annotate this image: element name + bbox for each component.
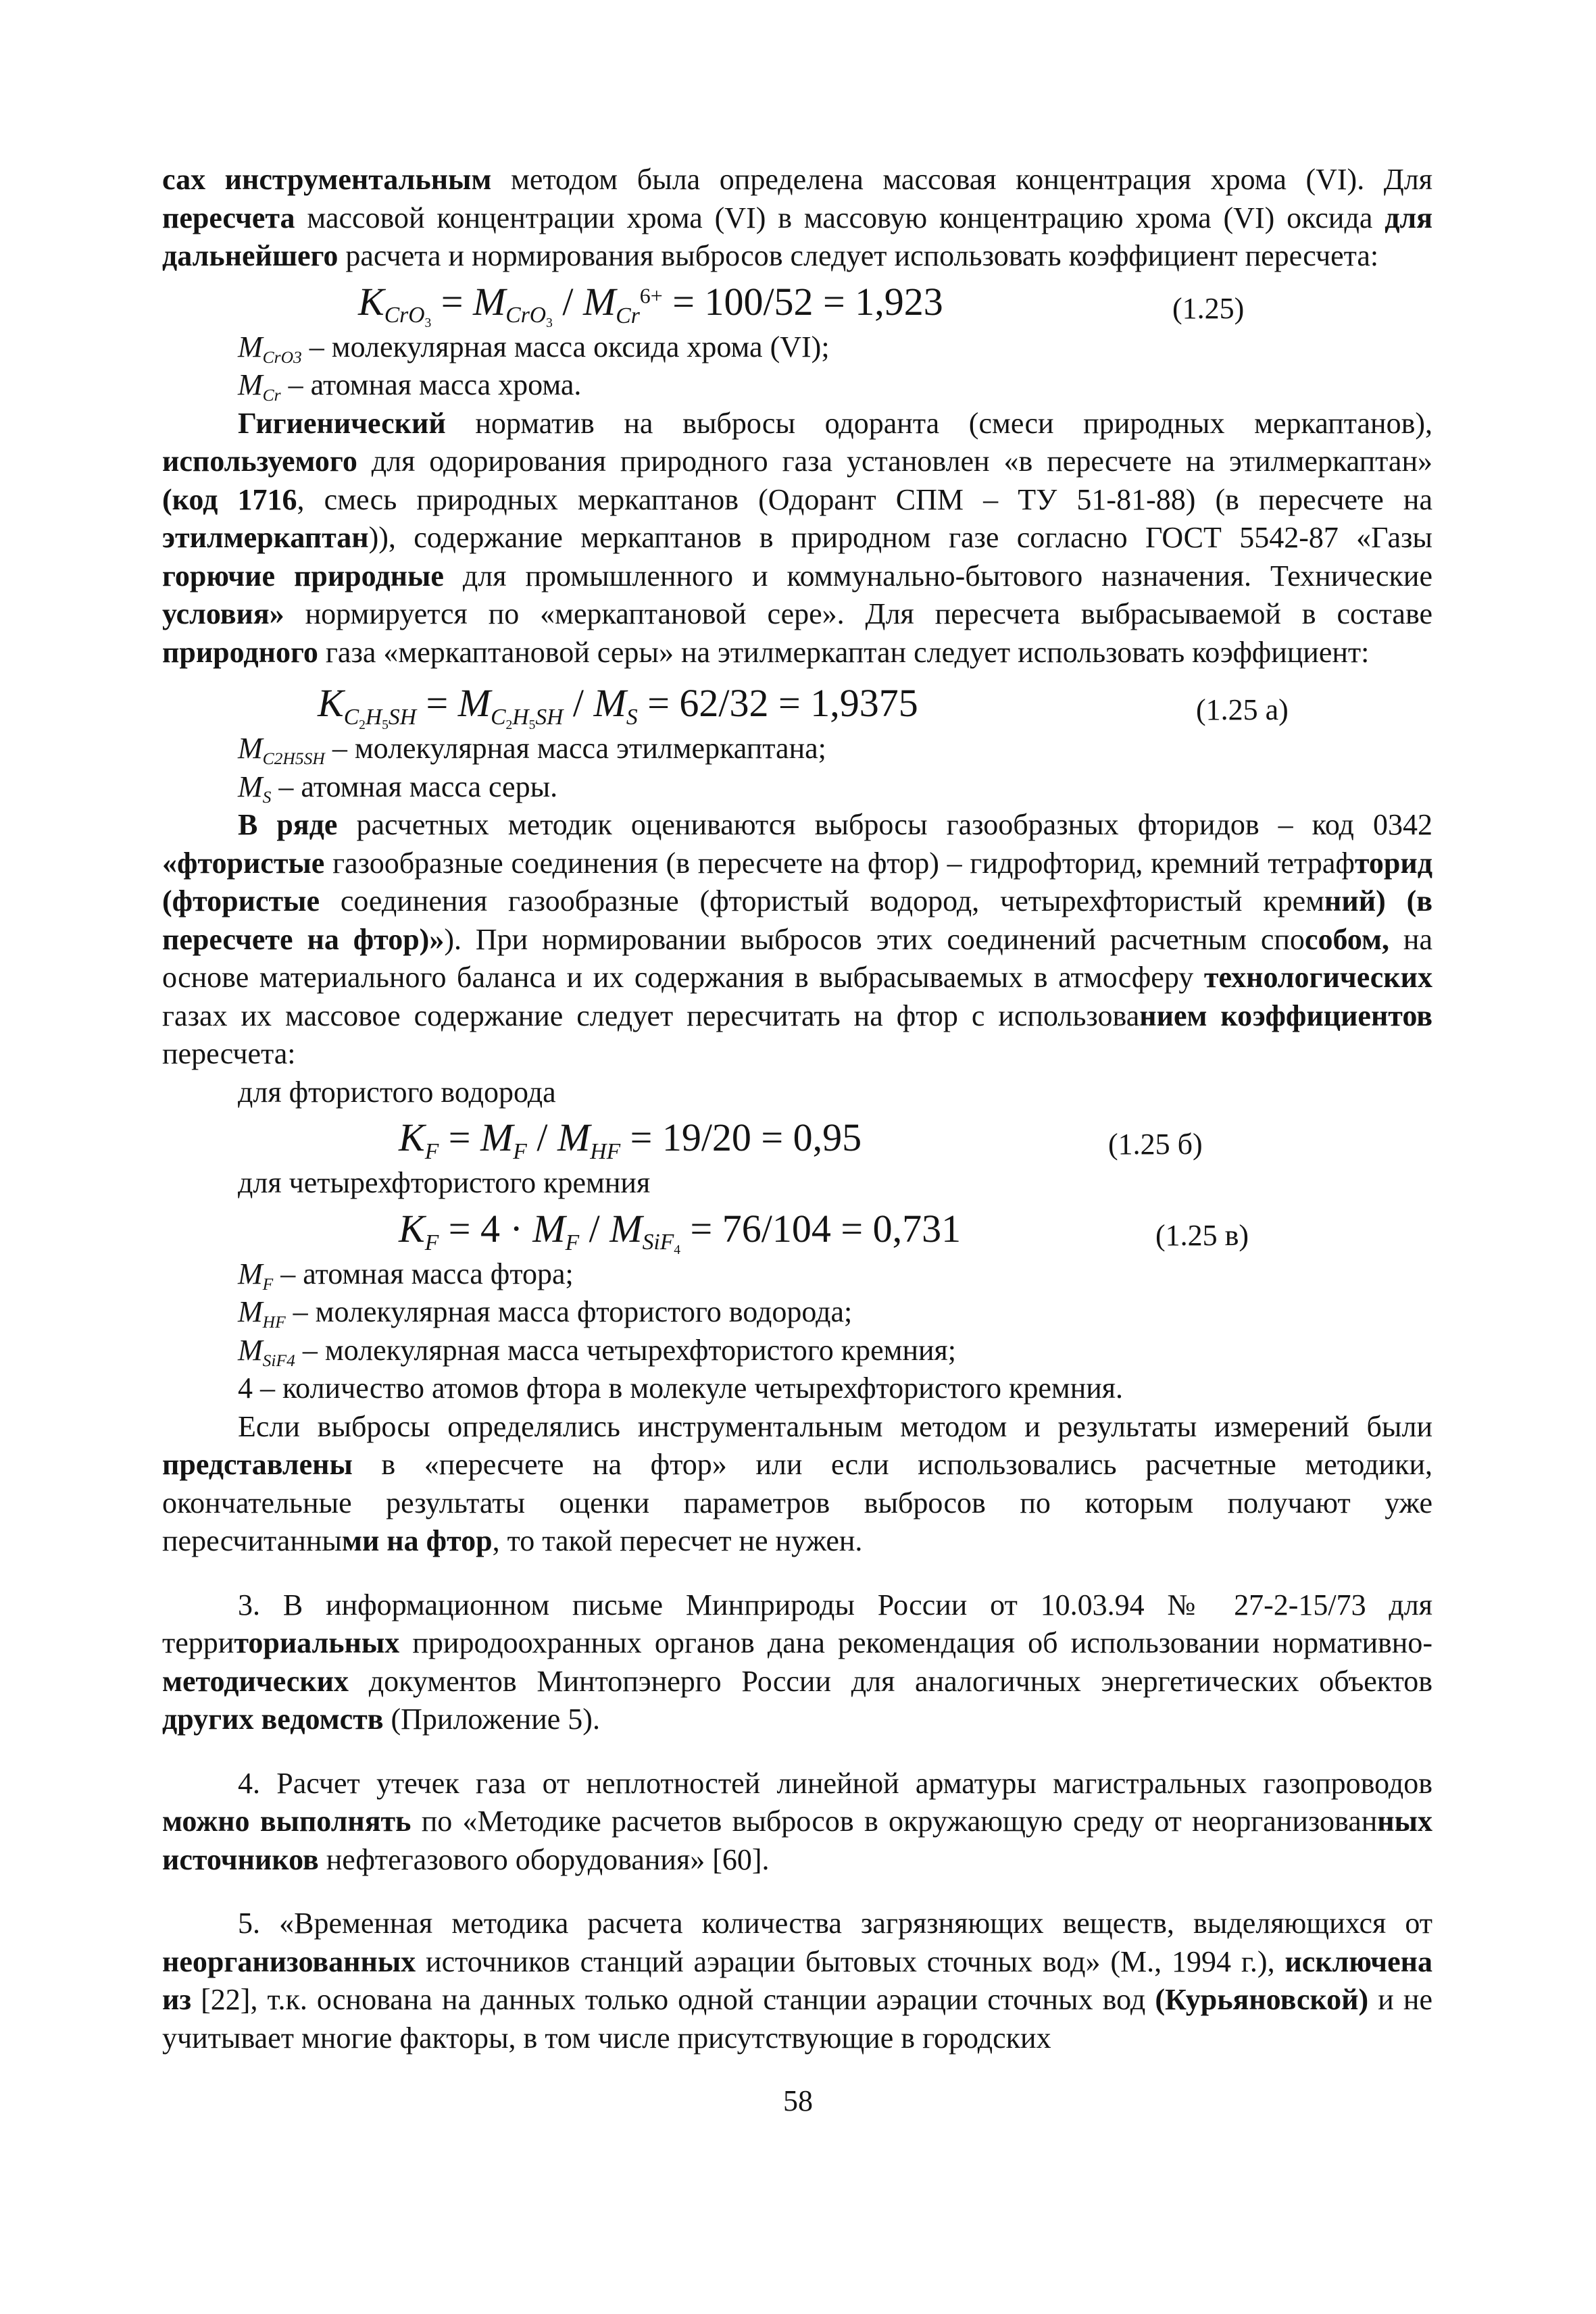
paragraph-odorant: Гигиенический норматив на выбросы одоранта (смеси природных меркаптанов), используемого для одорирования природного газа установлен «в пересчете на этилмеркаптан» (код 1716, смесь природных меркаптанов (Одорант СПМ – ТУ 51-81-88) (в пересчете на этилмеркаптан)), содержание меркаптанов в природном газе согласно ГОСТ 5542-87 «Газы горючие природные для промышленного и коммунально-бытового назначения. Технические условия» нормируется по «меркаптановой сере». Для пересчета выбрасываемой в составе природного газа «меркаптановой серы» на этилмеркаптан следует использовать коэффициент: [162,406,1433,669]
equation-number: (1.25 в) [1155,1218,1249,1252]
equation-number: (1.25 б) [1108,1128,1203,1161]
paragraph-item-5: 5. «Временная методика расчета количества загрязняющих веществ, выделяющихся от неорганизованных источников станций аэрации бытовых сточных вод» (М., 1994 г.), исключена из [22], т.к. основана на данных только одной станции аэрации сточных вод (Курьяновской) и не учитывает многие факторы, в том числе присутствующие в городских [162,1907,1432,2055]
page-number: 58 [783,2084,813,2117]
page-body [162,161,1432,2057]
definition-four: 4 – количество атомов фтора в молекуле четырехфтористого кремния. [238,1372,1124,1405]
definition-m-sif4: $M_{SiF4}$ – молекулярная масса четырехфтористого кремния; [238,1333,956,1370]
formula-1-25b: $K_F = M_F / M_{HF} = 19/20 = 0,95$ (1.25 б) [162,1111,1432,1164]
paragraph-item-4: 4. Расчет утечек газа от неплотностей линейной арматуры магистральных газопроводов можно выполнять по «Методике расчетов выбросов в окружающую среду от неорганизованных источников нефтегазового оборудования» [60]. [162,1766,1433,1876]
definition-m-c2h5sh: $M_{C2H5SH}$ – молекулярная масса этилмеркаптана; [238,732,826,768]
equation-number: (1.25) [1172,291,1245,325]
paragraph-chromium-conversion: сах инструментальным методом была определена массовая концентрация хрома (VI). Для пересчета массовой концентрации хрома (VI) в массовую концентрацию хрома (VI) оксида для дальнейшего расчета и нормирования выбросов следует использовать коэффициент пересчета: [162,163,1433,272]
equation-number: (1.25 а) [1196,693,1289,726]
definition-m-cr: $M_{Cr}$ – атомная масса хрома. [238,368,582,405]
formula-1-25v: $K_F = 4 \cdot M_F / M_{SiF_4} = 76/104 = 0,731$ (1.25 в) [162,1203,1432,1255]
formula-1-25a: $K_{C_2H_5SH} = M_{C_2H_5SH} / M_S = 62/32 = 1,9375$ (1.25 а) [162,677,1432,730]
paragraph-instrumental: Если выбросы определялись инструментальным методом и результаты измерений были представлены в «пересчете на фтор» или если использовались расчетные методики, окончательные результаты оценки параметров выбросов по которым получают уже пересчитанными на фтор, то такой пересчет не нужен. [162,1409,1432,1557]
definition-m-f: $M_F$ – атомная масса фтора; [238,1257,574,1294]
definition-m-cro3: $M_{CrO3}$ – молекулярная масса оксида хрома (VI); [238,330,830,367]
definition-m-hf: $M_{HF}$ – молекулярная масса фтористого водорода; [238,1295,853,1332]
lead-hydrogen-fluoride: для фтористого водорода [238,1075,556,1109]
definition-m-s: $M_S$ – атомная масса серы. [238,770,558,807]
lead-silicon-tetrafluoride: для четырехфтористого кремния [238,1166,651,1199]
formula-1-25: $K_{CrO_3} = M_{CrO_3} / M_{Cr}^{6+} = 100/52 = 1,923$ (1.25) [162,276,1432,328]
paragraph-item-3: 3. В информационном письме Минприроды России от 10.03.94 № 27-2-15/73 для территориальных природоохранных органов дана рекомендация об использовании нормативно-методических документов Минтопэнерго России для аналогичных энергетических объектов других ведомств (Приложение 5). [162,1588,1432,1736]
paragraph-fluorides: В ряде расчетных методик оцениваются выбросы газообразных фторидов – код 0342 «фтористые газообразные соединения (в пересчете на фтор) – гидрофторид, кремний тетрафторид (фтористые соединения газообразные (фтористый водород, четырехфтористый кремний) (в пересчете на фтор)»). При нормировании выбросов этих соединений расчетным способом, на основе материального баланса и их содержания в выбрасываемых в атмосферу технологических газах их массовое содержание следует пересчитать на фтор с использованием коэффициентов пересчета: [162,808,1433,1070]
